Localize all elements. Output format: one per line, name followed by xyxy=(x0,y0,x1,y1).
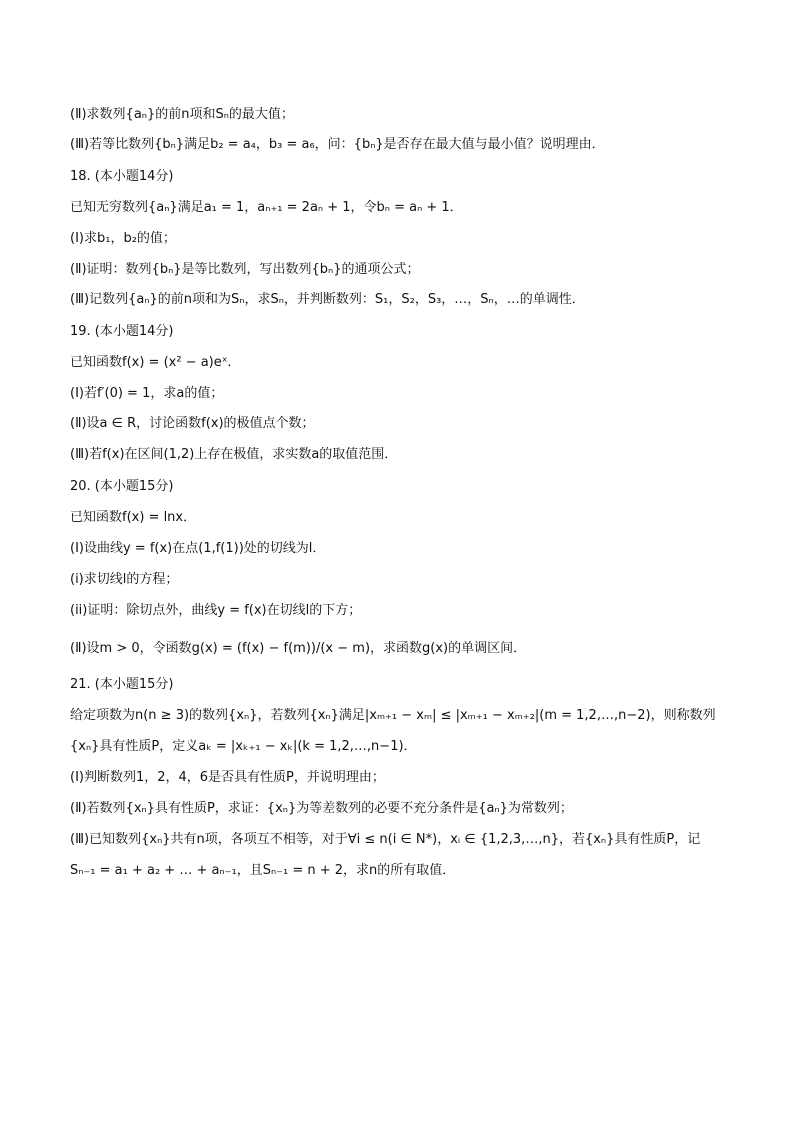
question-heading-21: 21. (本小题15分) xyxy=(70,677,174,692)
text-line: (Ⅲ)已知数列{xₙ}共有n项，各项互不相等，对于∀i ≤ n(i ∈ N*)，xᵢ ∈ {1,2,3,…,n}，若{xₙ}具有性质P，记 xyxy=(70,832,701,847)
text-line: (Ⅰ)求b₁，b₂的值； xyxy=(70,231,176,246)
text-line: 已知函数f(x) = lnx． xyxy=(70,510,197,525)
text-line: (ii)证明：除切点外，曲线y = f(x)在切线l的下方； xyxy=(70,603,362,618)
text-line: (Ⅱ)若数列{xₙ}具有性质P，求证：{xₙ}为等差数列的必要不充分条件是{aₙ}为常数列； xyxy=(70,801,573,816)
text-line: (Ⅰ)判断数列1，2，4，6是否具有性质P，并说明理由； xyxy=(70,770,385,785)
text-line: {xₙ}具有性质P，定义aₖ = |xₖ₊₁ − xₖ|(k = 1,2,…,n−1)． xyxy=(70,739,417,754)
text-line: (Ⅲ)记数列{aₙ}的前n项和为Sₙ，求Sₙ，并判断数列：S₁，S₂，S₃，…，Sₙ，…的单调性． xyxy=(70,292,585,307)
text-line: (Ⅱ)求数列{aₙ}的前n项和Sₙ的最大值； xyxy=(70,107,294,122)
text-line: (Ⅱ)设m > 0，令函数g(x) = (f(x) − f(m))/(x − m)，求函数g(x)的单调区间． xyxy=(70,641,527,656)
text-line: (Ⅱ)证明：数列{bₙ}是等比数列，写出数列{bₙ}的通项公式； xyxy=(70,262,420,277)
question-heading-20: 20. (本小题15分) xyxy=(70,479,174,494)
question-heading-18: 18. (本小题14分) xyxy=(70,169,174,184)
text-line: Sₙ₋₁ = a₁ + a₂ + … + aₙ₋₁，且Sₙ₋₁ = n + 2，求n的所有取值． xyxy=(70,863,456,878)
text-line: (Ⅲ)若等比数列{bₙ}满足b₂ = a₄，b₃ = a₆，问：{bₙ}是否存在最大值与最小值？说明理由． xyxy=(70,137,605,152)
text-line: 给定项数为n(n ≥ 3)的数列{xₙ}，若数列{xₙ}满足|xₘ₊₁ − xₘ| ≤ |xₘ₊₁ − xₘ₊₂|(m = 1,2,…,n−2)，则称数列 xyxy=(70,708,716,723)
text-line: (Ⅱ)设a ∈ R，讨论函数f(x)的极值点个数； xyxy=(70,416,315,431)
text-line: (i)求切线l的方程； xyxy=(70,572,179,587)
text-line: 已知函数f(x) = (x² − a)eˣ． xyxy=(70,355,241,370)
text-line: (Ⅰ)若f′(0) = 1，求a的值； xyxy=(70,386,224,401)
question-heading-19: 19. (本小题14分) xyxy=(70,324,174,339)
text-line: (Ⅰ)设曲线y = f(x)在点(1,f(1))处的切线为l． xyxy=(70,541,326,556)
text-line: (Ⅲ)若f(x)在区间(1,2)上存在极值，求实数a的取值范围． xyxy=(70,447,398,462)
text-line: 已知无穷数列{aₙ}满足a₁ = 1，aₙ₊₁ = 2aₙ + 1，令bₙ = aₙ + 1． xyxy=(70,200,463,215)
